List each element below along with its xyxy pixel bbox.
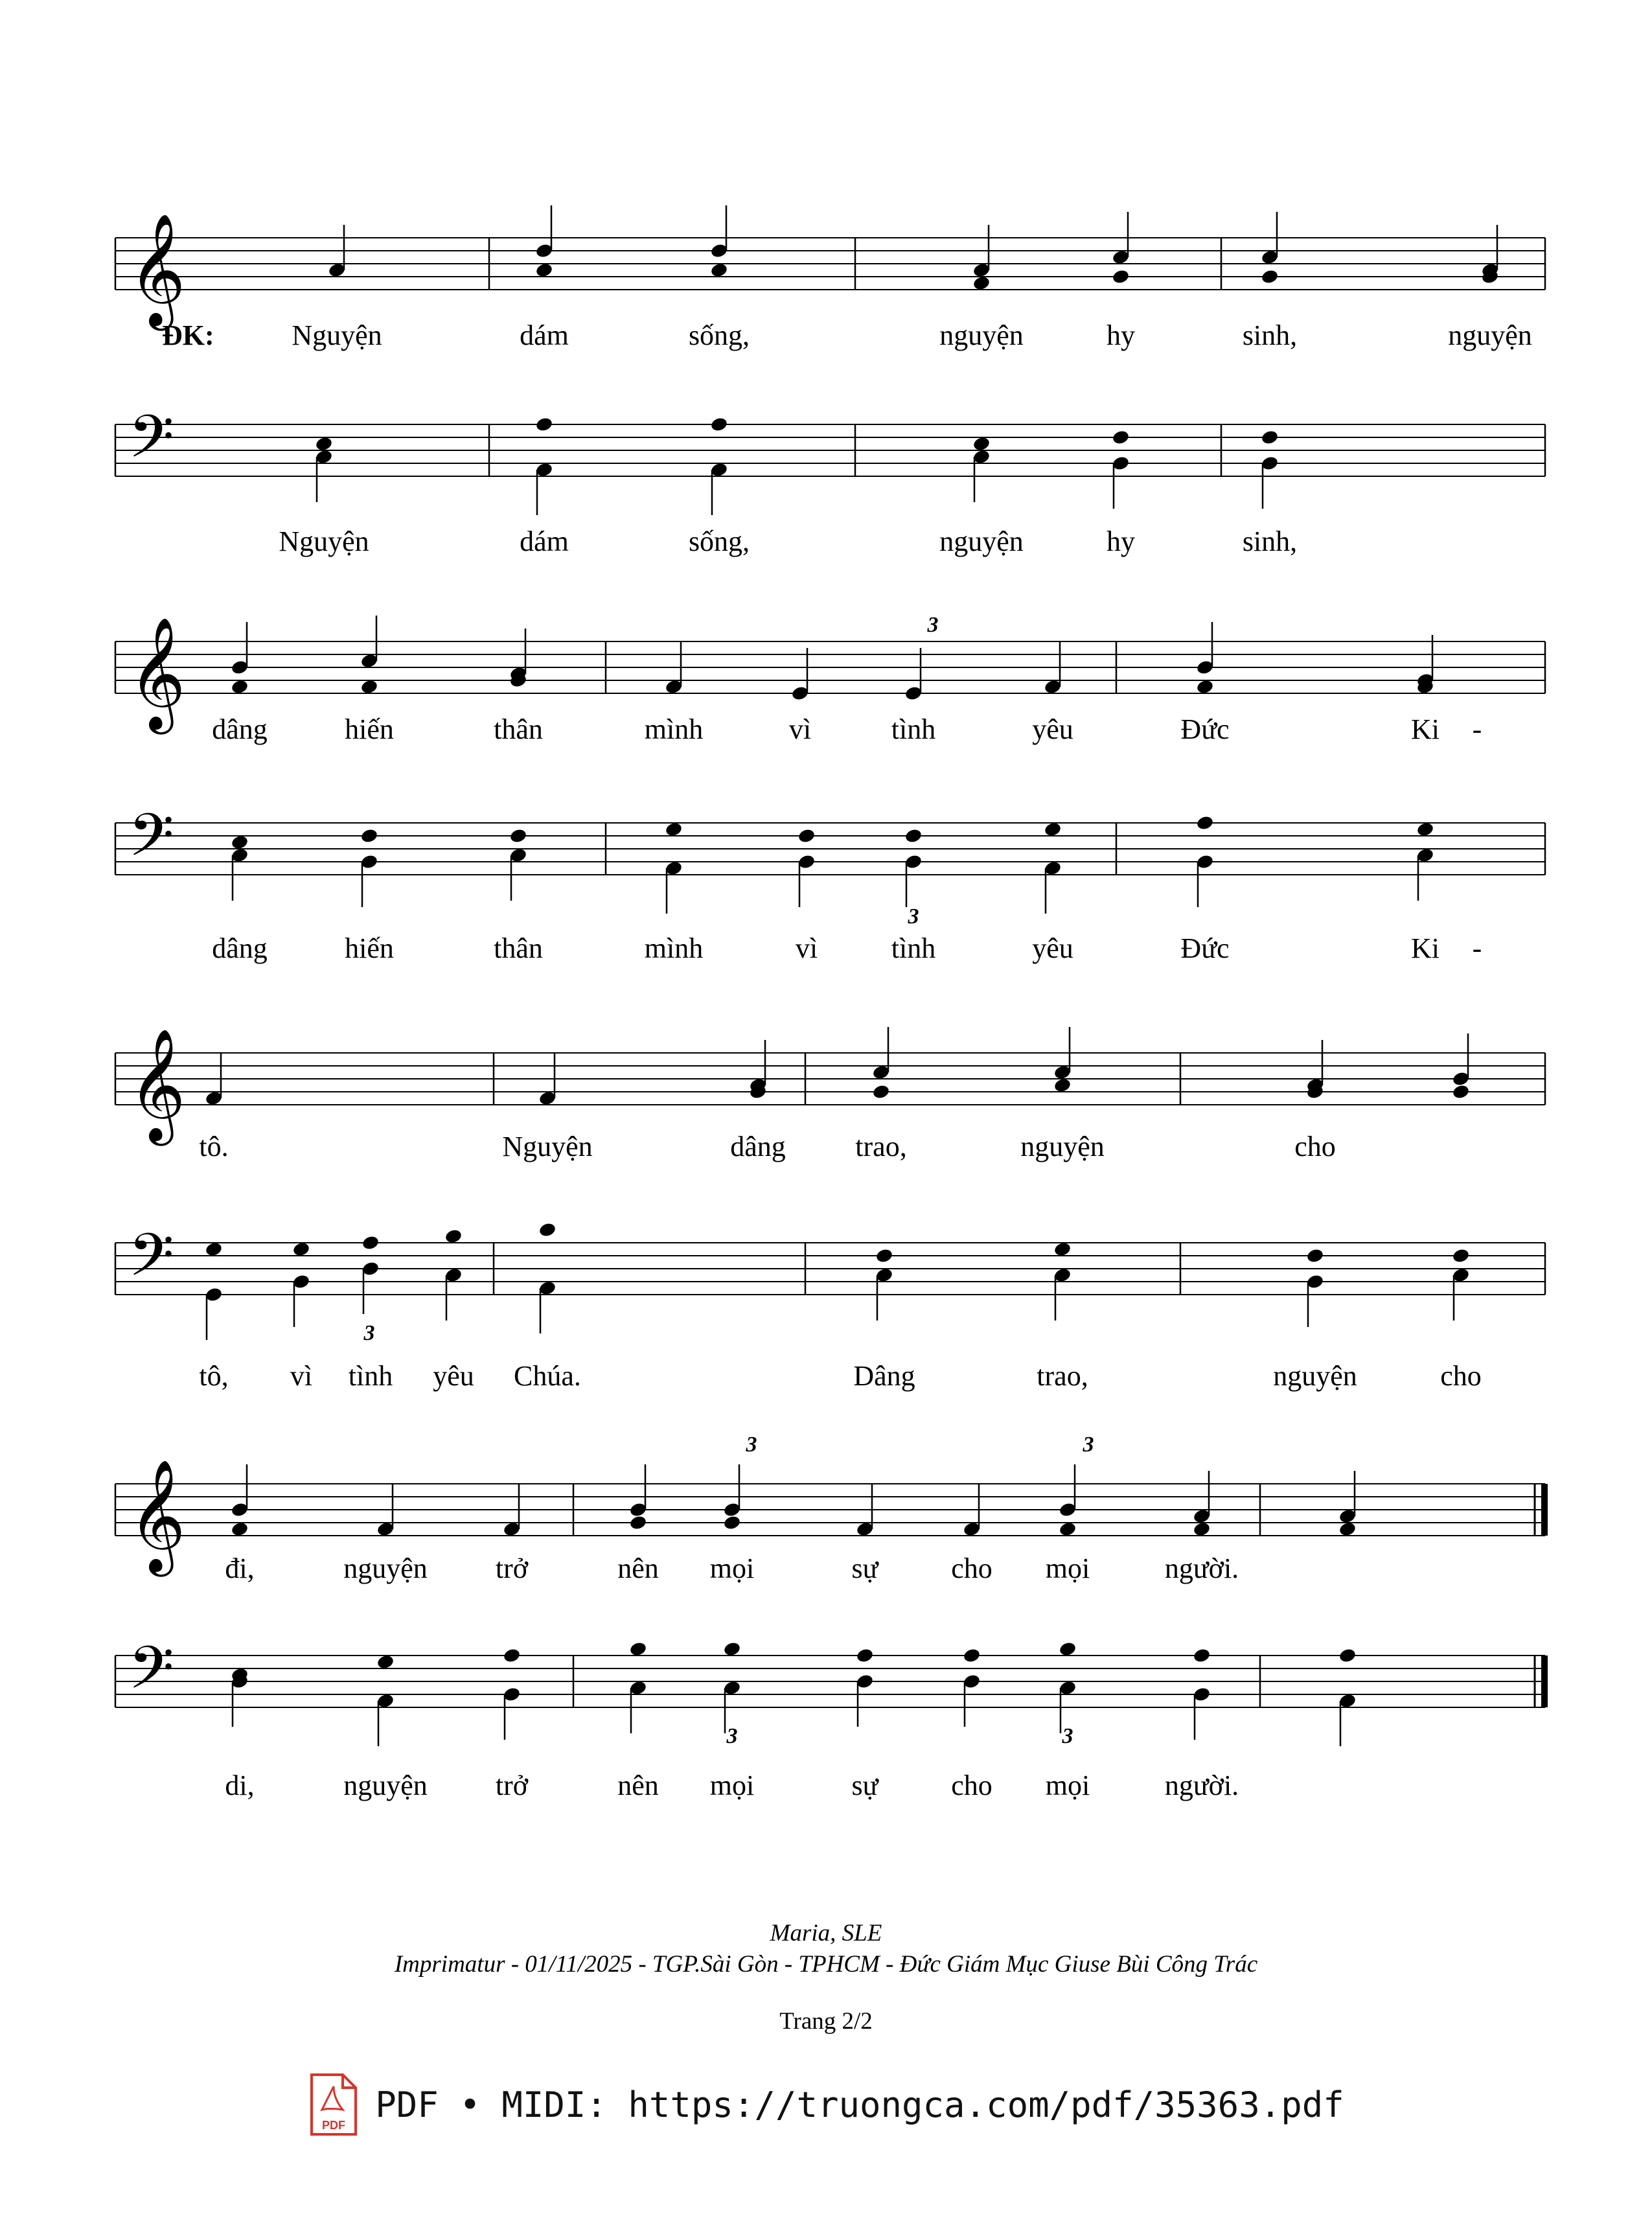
- melody-lyric: tô.: [199, 1131, 229, 1162]
- note-head: [231, 834, 249, 850]
- melody-lyric: mọi: [709, 1552, 755, 1584]
- treble-clef-icon: 𝄞: [128, 216, 186, 324]
- note-head: [1338, 1647, 1357, 1663]
- composer-credit: Maria, SLE: [770, 1920, 882, 1946]
- bass-clef-icon: 𝄢: [128, 1223, 174, 1302]
- note-head: [723, 1641, 742, 1657]
- melody-lyric: sự: [851, 1552, 878, 1584]
- note-head: [292, 1241, 311, 1257]
- note-head: [1059, 1641, 1077, 1657]
- pdf-icon-label: PDF: [322, 2119, 346, 2132]
- melody-lyric: nguyện: [1020, 1131, 1105, 1162]
- note-head: [710, 262, 729, 278]
- bass-lyric: cho: [951, 1770, 992, 1801]
- note-head: [1452, 1083, 1471, 1100]
- bass-lyric: Nguyện: [279, 525, 369, 557]
- note-head: [797, 827, 816, 844]
- bass-lyric: nên: [617, 1770, 659, 1801]
- note-head: [231, 678, 249, 695]
- final-barline: [1541, 1656, 1548, 1707]
- note-head: [1053, 1077, 1072, 1093]
- note-head: [360, 678, 379, 695]
- note-head: [1112, 429, 1130, 445]
- note-head: [1196, 814, 1215, 831]
- melody-lyric: sống,: [688, 319, 750, 351]
- bass-clef-icon: 𝄢: [128, 803, 174, 883]
- melody-lyric: nguyện: [939, 319, 1024, 351]
- bass-lyric: trở: [495, 1770, 529, 1801]
- bass-lyric: Ki: [1411, 932, 1440, 964]
- note-head: [503, 1647, 522, 1663]
- bass-lyric: dâng: [212, 932, 268, 964]
- note-head: [1196, 678, 1215, 695]
- refrain-label: ĐK:: [162, 319, 214, 351]
- bass-clef-icon: 𝄢: [128, 1636, 174, 1715]
- bass-lyric: nguyện: [1273, 1360, 1357, 1392]
- note-head: [1193, 1647, 1211, 1663]
- tuplet-number: 3: [1083, 1433, 1094, 1457]
- bass-lyric: sống,: [688, 525, 750, 557]
- melody-lyric: dâng: [212, 713, 268, 745]
- note-head: [315, 435, 334, 452]
- note-head: [509, 827, 528, 844]
- melody-lyric: mình: [644, 713, 704, 745]
- melody-lyric: Ki: [1411, 713, 1440, 745]
- final-barline: [1541, 1484, 1548, 1536]
- note-head: [1044, 821, 1062, 837]
- note-head: [535, 262, 554, 278]
- melody-lyric: đi,: [225, 1552, 255, 1584]
- melody-lyric: thân: [494, 713, 543, 745]
- melody-lyric: Nguyện: [292, 319, 382, 351]
- note-head: [1338, 1521, 1357, 1537]
- melody-lyric: dám: [520, 319, 569, 351]
- note-head: [1059, 1521, 1077, 1537]
- melody-lyric: trao,: [855, 1131, 907, 1162]
- bass-lyric: yêu: [1032, 932, 1073, 964]
- note-head: [875, 1247, 894, 1264]
- bass-lyric: mọi: [1045, 1770, 1090, 1801]
- tuplet-number: 3: [927, 613, 939, 637]
- note-head: [904, 827, 923, 844]
- note-head: [1112, 268, 1130, 284]
- note-head: [710, 416, 729, 432]
- tuplet-number: 3: [908, 905, 919, 929]
- treble-clef-icon: 𝄞: [128, 620, 186, 728]
- page-number: Trang 2/2: [779, 2008, 873, 2035]
- note-head: [535, 416, 554, 432]
- melody-lyric: mọi: [1045, 1552, 1090, 1584]
- download-link-row[interactable]: [0, 2072, 1652, 2137]
- download-link[interactable]: PDF • MIDI: https://truongca.com/pdf/35363.pdf: [375, 2084, 1344, 2125]
- melody-lyric: Nguyện: [502, 1131, 593, 1162]
- note-head: [856, 1647, 875, 1663]
- bass-lyric: nguyện: [343, 1770, 428, 1801]
- melody-lyric: hiến: [345, 713, 394, 745]
- note-head: [376, 1654, 395, 1670]
- note-head: [723, 1514, 742, 1530]
- melody-lyric: trở: [495, 1552, 529, 1584]
- treble-clef-icon: 𝄞: [128, 1032, 186, 1139]
- note-head: [1261, 268, 1279, 284]
- melody-lyric: vì: [788, 713, 812, 745]
- tuplet-number: 3: [746, 1433, 757, 1457]
- bass-lyric: nguyện: [939, 525, 1024, 557]
- melody-lyric: cho: [1294, 1131, 1336, 1162]
- melody-lyric: tình: [891, 713, 936, 745]
- note-head: [872, 1083, 891, 1100]
- melody-lyric: hy: [1107, 319, 1135, 351]
- note-head: [205, 1241, 224, 1257]
- note-head: [1053, 1241, 1072, 1257]
- bass-lyric: tô,: [199, 1360, 229, 1392]
- bass-lyric: mình: [644, 932, 704, 964]
- melody-lyric: sinh,: [1242, 319, 1298, 351]
- pdf-file-icon[interactable]: [308, 2072, 358, 2137]
- bass-lyric: Đức: [1180, 932, 1230, 964]
- bass-lyric: sự: [851, 1770, 878, 1801]
- bass-lyric: cho: [1440, 1360, 1482, 1392]
- bass-lyric: hiến: [345, 932, 394, 964]
- bass-lyric: trao,: [1037, 1360, 1088, 1392]
- bass-lyric: vì: [290, 1360, 313, 1392]
- note-head: [1193, 1521, 1211, 1537]
- note-head: [963, 1647, 981, 1663]
- note-head: [1261, 429, 1279, 445]
- bass-lyric: vì: [795, 932, 818, 964]
- melody-lyric: -: [1472, 713, 1482, 745]
- melody-lyric: nguyện: [343, 1552, 428, 1584]
- bass-lyric: Dâng: [853, 1360, 915, 1392]
- melody-lyric: Đức: [1180, 713, 1230, 745]
- note-head: [665, 821, 683, 837]
- note-head: [1452, 1247, 1471, 1264]
- bass-lyric: tình: [891, 932, 936, 964]
- tuplet-number: 3: [363, 1321, 375, 1345]
- note-head: [360, 827, 379, 844]
- tuplet-number: 3: [1062, 1724, 1073, 1748]
- bass-clef-icon: 𝄢: [128, 405, 174, 484]
- bass-lyric: tình: [348, 1360, 393, 1392]
- note-head: [629, 1641, 648, 1657]
- bass-lyric: mọi: [709, 1770, 755, 1801]
- bass-lyric: dám: [520, 525, 569, 557]
- note-head: [972, 275, 991, 291]
- bass-lyric: Chúa.: [514, 1360, 581, 1392]
- note-head: [629, 1514, 648, 1530]
- bass-lyric: sinh,: [1242, 525, 1298, 557]
- note-head: [972, 435, 991, 452]
- note-head: [1306, 1247, 1325, 1264]
- imprimatur-line: Imprimatur - 01/11/2025 - TGP.Sài Gòn - TPHCM - Đức Giám Mục Giuse Bùi Công Trác: [394, 1951, 1258, 1978]
- bass-lyric: hy: [1107, 525, 1135, 557]
- tuplet-number: 3: [726, 1724, 738, 1748]
- melody-lyric: nên: [617, 1552, 659, 1584]
- melody-lyric: người.: [1164, 1552, 1239, 1584]
- note-head: [361, 1234, 380, 1251]
- bass-lyric: người.: [1164, 1770, 1239, 1801]
- bass-lyric: -: [1472, 932, 1482, 964]
- melody-lyric: nguyện: [1448, 319, 1532, 351]
- melody-lyric: yêu: [1032, 713, 1073, 745]
- melody-lyric: dâng: [730, 1131, 786, 1162]
- melody-lyric: cho: [951, 1552, 992, 1584]
- bass-lyric: di,: [225, 1770, 255, 1801]
- note-head: [538, 1221, 557, 1238]
- bass-lyric: thân: [494, 932, 543, 964]
- bass-lyric: yêu: [433, 1360, 474, 1392]
- note-head: [231, 1521, 249, 1537]
- treble-clef-icon: 𝄞: [128, 1462, 186, 1570]
- note-head: [444, 1228, 463, 1244]
- note-head: [1416, 821, 1435, 837]
